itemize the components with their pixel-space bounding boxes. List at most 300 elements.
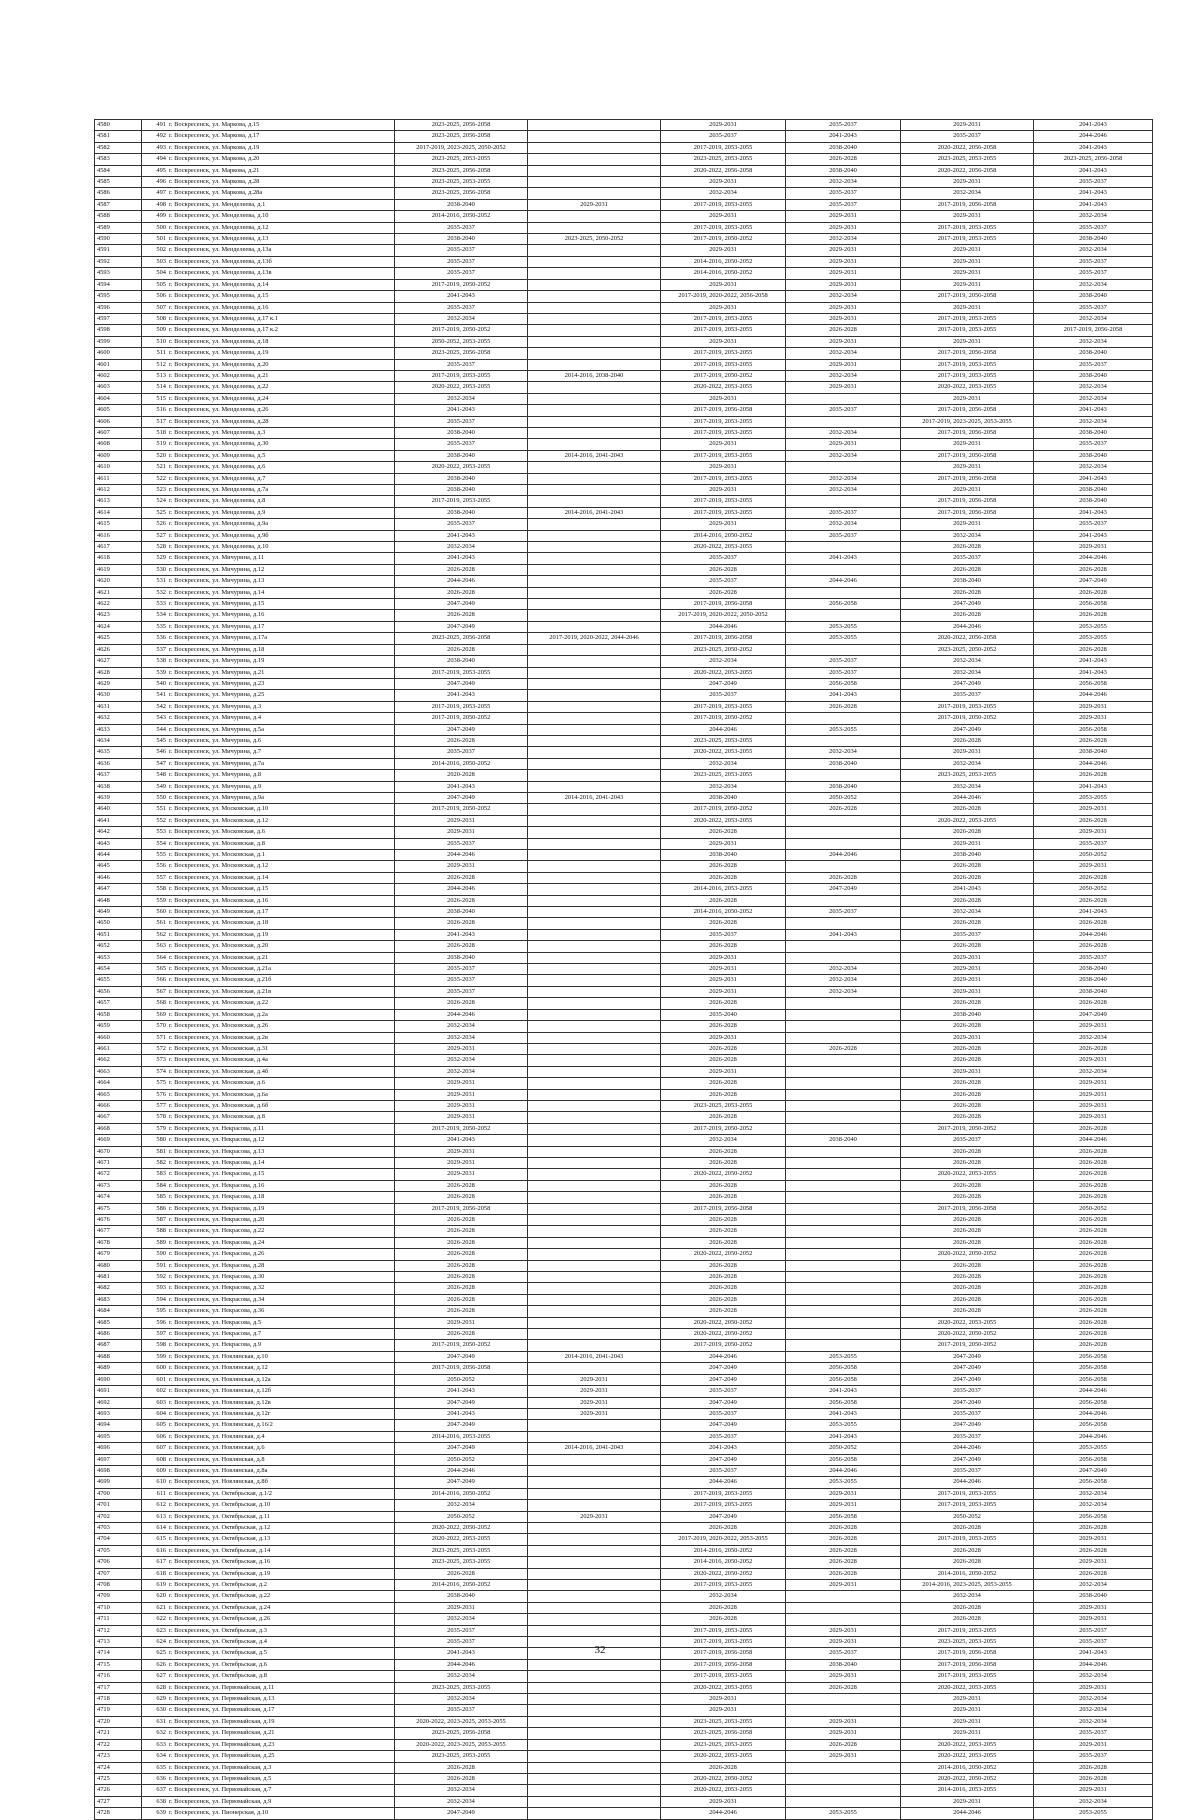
period-cell-p5: 2038-2040 [901,1009,1034,1020]
period-cell-p5: 2047-2049 [901,678,1034,689]
row-id-cell: 4639 [95,792,142,803]
address-text: г. Воскресенск, ул. Мичурина, д.15 [169,600,265,608]
period-cell-p5: 2026-2028 [901,1157,1034,1168]
address-cell [142,1260,395,1271]
period-cell-p3: 2017-2019, 2053-2055 [661,348,786,359]
address-cell [142,1351,395,1362]
period-cell-p3: 2026-2028 [661,1180,786,1191]
period-cell-p5: 2026-2028 [901,735,1034,746]
period-cell-p4: 2029-2031 [786,359,901,370]
period-cell-p6: 2044-2046 [1034,1135,1153,1146]
period-cell-p2 [528,120,661,131]
address-number: 606 [156,1432,166,1440]
table-row [95,1511,1153,1522]
period-cell-p3: 2044-2046 [661,724,786,735]
period-cell-p6: 2032-2034 [1034,1705,1153,1716]
period-cell-p2 [528,576,661,587]
period-cell-p4: 2041-2043 [786,1408,901,1419]
period-cell-p6: 2029-2031 [1034,1078,1153,1089]
table-row [95,1306,1153,1317]
row-id-cell: 4644 [95,850,142,861]
period-cell-p4 [786,1226,901,1237]
period-cell-p1: 2014-2016, 2050-2052 [395,1580,528,1591]
period-cell-p6: 2026-2028 [1034,998,1153,1009]
address-cell [142,188,395,199]
period-cell-p5: 2023-2025, 2053-2055 [901,770,1034,781]
address-cell [142,1545,395,1556]
address-cell [142,1511,395,1522]
period-cell-p6: 2029-2031 [1034,1785,1153,1796]
row-id-cell: 4612 [95,485,142,496]
period-cell-p6: 2044-2046 [1034,1659,1153,1670]
period-cell-p4: 2053-2055 [786,1477,901,1488]
row-id-cell: 4621 [95,587,142,598]
address-number: 615 [156,1535,166,1543]
period-cell-p3: 2017-2019, 2053-2055 [661,222,786,233]
address-cell [142,1534,395,1545]
period-cell-p1: 2026-2028 [395,1762,528,1773]
period-cell-p6: 2044-2046 [1034,758,1153,769]
period-cell-p4 [786,1157,901,1168]
address-number: 534 [156,611,166,619]
address-number: 616 [156,1546,166,1554]
period-cell-p6: 2026-2028 [1034,1329,1153,1340]
period-cell-p2 [528,1465,661,1476]
period-cell-p2: 2029-2031 [528,1511,661,1522]
period-cell-p4: 2050-2052 [786,792,901,803]
address-number: 496 [156,178,166,186]
period-cell-p6: 2035-2037 [1034,1637,1153,1648]
period-cell-p5: 2041-2043 [901,884,1034,895]
period-cell-p4 [786,416,901,427]
period-cell-p2 [528,1283,661,1294]
row-id-cell: 4717 [95,1682,142,1693]
address-number: 586 [156,1204,166,1212]
row-id-cell: 4623 [95,610,142,621]
address-number: 577 [156,1101,166,1109]
table-row [95,587,1153,598]
period-cell-p6: 2026-2028 [1034,1169,1153,1180]
row-id-cell: 4662 [95,1055,142,1066]
period-cell-p5: 2026-2028 [901,998,1034,1009]
period-cell-p3: 2032-2034 [661,656,786,667]
period-cell-p4 [786,393,901,404]
period-cell-p5: 2017-2019, 2053-2055 [901,1671,1034,1682]
period-cell-p6: 2029-2031 [1034,827,1153,838]
address-text: г. Воскресенск, ул. Мичурина, д.17а [169,634,268,642]
period-cell-p1: 2041-2043 [395,291,528,302]
period-cell-p4: 2035-2037 [786,907,901,918]
period-cell-p1: 2029-2031 [395,815,528,826]
address-number: 531 [156,577,166,585]
period-cell-p4: 2026-2028 [786,1534,901,1545]
period-cell-p5: 2032-2034 [901,781,1034,792]
period-cell-p4: 2026-2028 [786,154,901,165]
table-row [95,234,1153,245]
period-cell-p3: 2026-2028 [661,1237,786,1248]
period-cell-p2 [528,1260,661,1271]
address-text: г. Воскресенск, ул. Менделеева, д.9а [169,520,269,528]
period-cell-p5: 2047-2049 [901,1420,1034,1431]
period-cell-p4: 2026-2028 [786,1557,901,1568]
address-cell [142,1671,395,1682]
address-number: 573 [156,1056,166,1064]
address-text: г. Воскресенск, ул. Октябрьская, д.10 [169,1501,271,1509]
address-number: 549 [156,782,166,790]
address-text: г. Воскресенск, ул. Менделеева, д.9б [169,531,269,539]
period-cell-p2 [528,1100,661,1111]
period-cell-p4 [786,1294,901,1305]
period-cell-p4: 2029-2031 [786,222,901,233]
address-cell [142,211,395,222]
address-cell [142,1625,395,1636]
period-cell-p5: 2044-2046 [901,792,1034,803]
period-cell-p2 [528,1454,661,1465]
period-cell-p2 [528,336,661,347]
period-cell-p3: 2014-2016, 2050-2052 [661,530,786,541]
period-cell-p2 [528,1488,661,1499]
period-cell-p5: 2029-2031 [901,975,1034,986]
period-cell-p2 [528,1477,661,1488]
period-cell-p6: 2050-2052 [1034,884,1153,895]
period-cell-p3: 2026-2028 [661,941,786,952]
period-cell-p1: 2044-2046 [395,576,528,587]
address-number: 493 [156,143,166,151]
address-cell [142,1785,395,1796]
address-text: г. Воскресенск, ул. Маркова, д.17 [169,132,260,140]
table-row [95,1408,1153,1419]
period-cell-p6: 2026-2028 [1034,1294,1153,1305]
period-cell-p1: 2023-2025, 2056-2058 [395,633,528,644]
address-number: 529 [156,554,166,562]
period-cell-p2: 2014-2016, 2041-2043 [528,507,661,518]
period-cell-p6: 2026-2028 [1034,1192,1153,1203]
address-cell [142,1009,395,1020]
table-row [95,1796,1153,1807]
address-number: 627 [156,1672,166,1680]
address-text: г. Воскресенск, ул. Новлянская, д.8 [169,1455,265,1463]
table-row [95,827,1153,838]
period-cell-p1: 2032-2034 [395,1796,528,1807]
period-cell-p5: 2014-2016, 2053-2055 [901,1785,1034,1796]
address-number: 590 [156,1250,166,1258]
address-cell [142,1306,395,1317]
address-cell [142,1157,395,1168]
period-cell-p3: 2026-2028 [661,587,786,598]
period-cell-p4: 2038-2040 [786,1135,901,1146]
period-cell-p3: 2017-2019, 2053-2055 [661,1671,786,1682]
address-number: 561 [156,919,166,927]
row-id-cell: 4656 [95,986,142,997]
address-number: 528 [156,543,166,551]
period-cell-p2 [528,256,661,267]
period-cell-p2 [528,804,661,815]
row-id-cell: 4688 [95,1351,142,1362]
table-row [95,1454,1153,1465]
period-cell-p6: 2029-2031 [1034,861,1153,872]
period-cell-p3: 2020-2022, 2050-2052 [661,1329,786,1340]
period-cell-p1: 2041-2043 [395,781,528,792]
period-cell-p5: 2020-2022, 2053-2055 [901,1169,1034,1180]
table-row [95,1568,1153,1579]
row-id-cell: 4610 [95,462,142,473]
period-cell-p6: 2026-2028 [1034,1762,1153,1773]
period-cell-p1: 2029-2031 [395,1043,528,1054]
address-text: г. Воскресенск, ул. Московская, д.12 [169,816,269,824]
period-cell-p3: 2032-2034 [661,1591,786,1602]
period-cell-p6: 2056-2058 [1034,599,1153,610]
period-cell-p3: 2020-2022, 2050-2052 [661,1317,786,1328]
table-row [95,1477,1153,1488]
address-cell [142,1500,395,1511]
table-row [95,1032,1153,1043]
period-cell-p1: 2032-2034 [395,1021,528,1032]
period-cell-p2 [528,564,661,575]
period-cell-p4 [786,815,901,826]
address-cell [142,1043,395,1054]
address-cell [142,747,395,758]
address-cell [142,553,395,564]
period-cell-p1: 2047-2049 [395,724,528,735]
address-number: 579 [156,1124,166,1132]
period-cell-p1: 2035-2037 [395,519,528,530]
address-cell [142,576,395,587]
period-cell-p1: 2023-2025, 2056-2058 [395,348,528,359]
period-cell-p2 [528,553,661,564]
table-row [95,1260,1153,1271]
address-text: г. Воскресенск, ул. Некрасова, д.14 [169,1158,265,1166]
table-row [95,838,1153,849]
period-cell-p3: 2029-2031 [661,519,786,530]
address-cell [142,177,395,188]
schedule-table-page [94,119,1144,1820]
period-cell-p4 [786,1329,901,1340]
address-number: 525 [156,508,166,516]
period-cell-p5: 2032-2034 [901,530,1034,541]
address-text: г. Воскресенск, ул. Менделеева, д.19 [169,349,269,357]
period-cell-p6: 2032-2034 [1034,1066,1153,1077]
row-id-cell: 4594 [95,279,142,290]
period-cell-p3: 2017-2019, 2050-2052 [661,234,786,245]
period-cell-p6: 2032-2034 [1034,1671,1153,1682]
period-cell-p5: 2020-2022, 2050-2052 [901,1329,1034,1340]
address-number: 588 [156,1227,166,1235]
address-text: г. Воскресенск, ул. Октябрьская, д.2 [169,1581,267,1588]
address-number: 628 [156,1683,166,1691]
period-cell-p6: 2029-2031 [1034,804,1153,815]
period-cell-p5: 2026-2028 [901,1215,1034,1226]
address-text: г. Воскресенск, ул. Некрасова, д.16 [169,1181,265,1189]
address-text: г. Воскресенск, ул. Первомайская, д.3 [169,1763,272,1771]
period-cell-p2 [528,1237,661,1248]
address-cell [142,1215,395,1226]
period-cell-p5: 2029-2031 [901,120,1034,131]
address-number: 634 [156,1752,166,1760]
period-cell-p6: 2026-2028 [1034,1773,1153,1784]
period-cell-p6: 2029-2031 [1034,1021,1153,1032]
period-cell-p1: 2035-2037 [395,747,528,758]
table-row [95,1226,1153,1237]
period-cell-p3: 2032-2034 [661,781,786,792]
period-cell-p4: 2029-2031 [786,1728,901,1739]
period-cell-p3: 2020-2022, 2056-2058 [661,165,786,176]
period-cell-p6: 2050-2052 [1034,1203,1153,1214]
period-cell-p5: 2023-2025, 2053-2055 [901,1637,1034,1648]
row-id-cell: 4708 [95,1580,142,1591]
period-cell-p3: 2017-2019, 2053-2055 [661,1500,786,1511]
row-id-cell: 4706 [95,1557,142,1568]
period-cell-p6: 2053-2055 [1034,1443,1153,1454]
period-cell-p5: 2020-2022, 2056-2058 [901,165,1034,176]
period-cell-p2 [528,1066,661,1077]
period-cell-p3: 2026-2028 [661,1602,786,1613]
period-cell-p2 [528,268,661,279]
period-cell-p6: 2032-2034 [1034,393,1153,404]
address-cell [142,370,395,381]
row-id-cell: 4658 [95,1009,142,1020]
period-cell-p6: 2026-2028 [1034,1272,1153,1283]
period-cell-p1: 2038-2040 [395,199,528,210]
address-text: г. Воскресенск, ул. Московская, д.19 [169,930,269,938]
period-cell-p2 [528,1032,661,1043]
period-cell-p5: 2017-2019, 2053-2055 [901,1500,1034,1511]
row-id-cell: 4669 [95,1135,142,1146]
address-text: г. Воскресенск, ул. Менделеева, д.13а [169,246,272,254]
row-id-cell: 4641 [95,815,142,826]
period-cell-p2: 2029-2031 [528,1386,661,1397]
period-cell-p3: 2035-2037 [661,1386,786,1397]
period-cell-p6: 2056-2058 [1034,678,1153,689]
period-cell-p2 [528,1146,661,1157]
period-cell-p4 [786,827,901,838]
period-cell-p3: 2026-2028 [661,998,786,1009]
address-cell [142,1443,395,1454]
period-cell-p2 [528,1294,661,1305]
period-cell-p6: 2026-2028 [1034,1522,1153,1533]
address-cell [142,530,395,541]
row-id-cell: 4602 [95,370,142,381]
row-id-cell: 4634 [95,735,142,746]
period-cell-p1: 2017-2019, 2050-2052 [395,1123,528,1134]
period-cell-p3: 2044-2046 [661,1808,786,1819]
table-row [95,861,1153,872]
period-cell-p6: 2029-2031 [1034,1100,1153,1111]
table-row [95,1100,1153,1111]
address-text: г. Воскресенск, ул. Московская, д.6а [169,1090,268,1098]
period-cell-p5: 2014-2016, 2023-2025, 2053-2055 [901,1580,1034,1591]
period-cell-p6: 2026-2028 [1034,941,1153,952]
table-row [95,553,1153,564]
period-cell-p1: 2029-2031 [395,1078,528,1089]
period-cell-p2 [528,815,661,826]
period-cell-p2 [528,142,661,153]
table-row [95,1317,1153,1328]
period-cell-p3: 2023-2025, 2053-2055 [661,770,786,781]
row-id-cell: 4676 [95,1215,142,1226]
row-id-cell: 4587 [95,199,142,210]
row-id-cell: 4715 [95,1659,142,1670]
address-cell [142,587,395,598]
period-cell-p5: 2047-2049 [901,1363,1034,1374]
row-id-cell: 4648 [95,895,142,906]
address-number: 497 [156,189,166,197]
period-cell-p1: 2026-2028 [395,1294,528,1305]
address-cell [142,507,395,518]
period-cell-p4: 2035-2037 [786,530,901,541]
period-cell-p2 [528,177,661,188]
address-number: 612 [156,1501,166,1509]
period-cell-p4 [786,838,901,849]
period-cell-p6: 2035-2037 [1034,177,1153,188]
period-cell-p5: 2029-2031 [901,1716,1034,1727]
period-cell-p3: 2014-2016, 2050-2052 [661,1557,786,1568]
address-cell [142,952,395,963]
period-cell-p5: 2026-2028 [901,1055,1034,1066]
period-cell-p1: 2017-2019, 2056-2058 [395,1203,528,1214]
period-cell-p1: 2035-2037 [395,256,528,267]
table-row [95,907,1153,918]
period-cell-p4: 2038-2040 [786,781,901,792]
period-cell-p3: 2023-2025, 2050-2052 [661,644,786,655]
table-row [95,313,1153,324]
period-cell-p6: 2026-2028 [1034,610,1153,621]
period-cell-p4: 2032-2034 [786,450,901,461]
period-cell-p2 [528,1215,661,1226]
address-text: г. Воскресенск, ул. Новлянская, д.12в [169,1398,271,1406]
address-text: г. Воскресенск, ул. Менделеева, д.12 [169,223,269,231]
period-cell-p3: 2026-2028 [661,827,786,838]
period-cell-p2 [528,599,661,610]
row-id-cell: 4726 [95,1785,142,1796]
address-cell [142,1203,395,1214]
row-id-cell: 4611 [95,473,142,484]
address-number: 631 [156,1717,166,1725]
period-cell-p5: 2017-2019, 2053-2055 [901,359,1034,370]
table-row [95,872,1153,883]
period-cell-p1: 2014-2016, 2050-2052 [395,758,528,769]
address-number: 495 [156,166,166,174]
period-cell-p5: 2017-2019, 2053-2055 [901,1625,1034,1636]
period-cell-p1: 2047-2049 [395,1477,528,1488]
period-cell-p4 [786,462,901,473]
table-row [95,1545,1153,1556]
row-id-cell: 4651 [95,929,142,940]
table-row [95,1420,1153,1431]
period-cell-p1: 2029-2031 [395,1317,528,1328]
address-text: г. Воскресенск, ул. Октябрьская, д.3 [169,1626,267,1634]
period-cell-p5: 2026-2028 [901,1557,1034,1568]
period-cell-p5: 2017-2019, 2050-2052 [901,713,1034,724]
address-cell [142,792,395,803]
period-cell-p5: 2026-2028 [901,542,1034,553]
period-cell-p4 [786,1021,901,1032]
address-text: г. Воскресенск, ул. Маркова, д.19 [169,143,260,151]
period-cell-p2: 2023-2025, 2050-2052 [528,234,661,245]
table-row [95,1283,1153,1294]
period-cell-p3: 2047-2049 [661,1397,786,1408]
period-cell-p1: 2035-2037 [395,838,528,849]
address-number: 559 [156,896,166,904]
address-cell [142,1682,395,1693]
table-row [95,884,1153,895]
address-text: г. Воскресенск, ул. Менделеева, д.16 [169,303,269,311]
row-id-cell: 4697 [95,1454,142,1465]
period-cell-p6: 2026-2028 [1034,564,1153,575]
period-cell-p6: 2053-2055 [1034,621,1153,632]
address-cell [142,621,395,632]
period-cell-p2 [528,747,661,758]
address-cell [142,1112,395,1123]
